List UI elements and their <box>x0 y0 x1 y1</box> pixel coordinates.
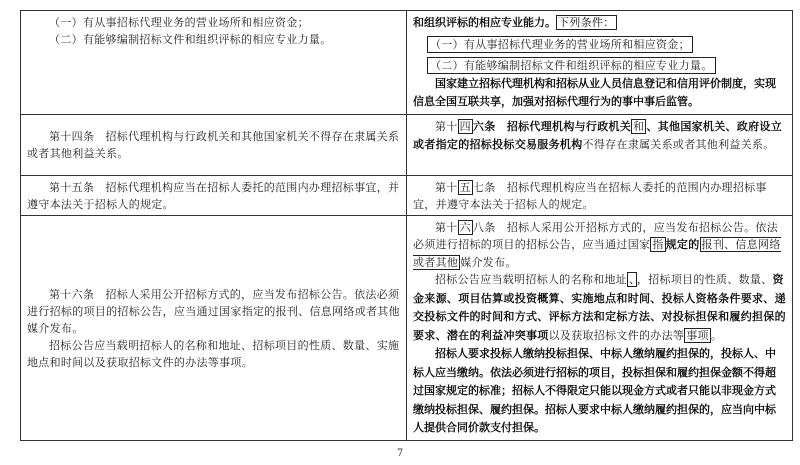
table-row <box>21 11 793 115</box>
right-bold-paragraph: 国家建立招标代理机构和招标从业人员信息登记和信用评价制度，实现信息全国互联共享，加强对招标代理行为的事中事后监管。 <box>413 76 776 108</box>
boxed-char: 六 <box>459 220 471 234</box>
left-cell <box>21 11 407 115</box>
boxed-items <box>413 33 786 75</box>
boxed-char: 、 <box>629 273 635 286</box>
article-16-right: 第十 四 六条 招标代理机构与行政机关 和 、其他国家机关、政府设立或者指定的招标投标交易服务机构不得存在隶属关系或者其他利益关系。 <box>413 119 783 151</box>
article-15-left: 第十五条 招标代理机构应当在招标人委托的范围内办理招标事宜，并遵守本法关于招标人的规定。 <box>27 180 400 211</box>
article-18-right-para3: 招标人要求投标人缴纳投标担保、中标人缴纳履约担保的，投标人、中标人应当缴纳。依法必须进行招标的项目，投标担保和履约担保金额不得超过国家规定的标准；招标人不得限定只能以现金方式或者只能以非现金方式缴纳投标担保、履约担保。招标人要求中标人缴纳履约担保的，应当向中标人提供合同价款支付担保。 <box>413 347 776 434</box>
boxed-phrase: 报刊、信息网络或者其他 <box>413 237 781 269</box>
article-18-right-para1: 第十 六 八条 招标人采用公开招标方式的，应当发布招标公告。依法必须进行招标的项目的招标公告，应当通过国家 指 规定的 报刊、信息网络或者其他 媒介发布。 <box>413 220 781 269</box>
boxed-item-2: （二）有能够编制招标文件和组织评标的相应专业力量。 <box>427 57 716 74</box>
table-row <box>21 215 793 440</box>
boxed-conditions-heading: 下列条件： <box>558 16 615 29</box>
left-item-1: （一）有从事招标代理业务的营业场所和相应资金； <box>49 16 309 29</box>
right-cell <box>407 215 793 440</box>
boxed-item-1: （一）有从事招标代理业务的营业场所和相应资金； <box>427 36 693 53</box>
right-continuation-text: 和组织评标的相应专业能力。 <box>413 16 556 29</box>
boxed-char: 事项 <box>686 328 709 342</box>
boxed-char: 和 <box>633 119 645 133</box>
article-18-right-para2: 招标公告应当载明招标人的名称和地址 、 ，招标项目的性质、数量、资金来源、项目估算或投资概算、实施地点和时间、投标人资格条件要求、递交投标文件的时间和方式、评标方法和定标方法、对投标担保和履约担保的要求、潜在的利益冲突事项以及获取招标文件的办法等 事项 。 <box>413 273 786 342</box>
article-16-left-para1: 第十六条 招标人采用公开招标方式的，应当发布招标公告。依法必须进行招标的项目的招标公告，应当通过国家指定的报刊、信息网络或者其他媒介发布。 <box>27 287 400 335</box>
page-number: 7 <box>396 448 404 459</box>
right-cell <box>407 175 793 215</box>
boxed-char: 五 <box>459 180 471 194</box>
article-14-left: 第十四条 招标代理机构与行政机关和其他国家机关不得存在隶属关系或者其他利益关系。 <box>27 129 400 160</box>
left-cell <box>21 114 407 175</box>
article-16-left-para2: 招标公告应当载明招标人的名称和地址、招标项目的性质、数量、实施地点和时间以及获取招标文件的办法等事项。 <box>27 338 400 369</box>
left-item-2: （二）有能够编制招标文件和组织评标的相应专业力量。 <box>49 33 332 46</box>
table-row <box>21 114 793 175</box>
comparison-table <box>20 10 793 441</box>
article-17-right: 第十 五 七条 招标代理机构应当在招标人委托的范围内办理招标事宜，并遵守本法关于招标人的规定。 <box>413 180 767 211</box>
boxed-char: 四 <box>459 119 471 133</box>
right-cell <box>407 11 793 115</box>
left-cell <box>21 215 407 440</box>
left-cell <box>21 175 407 215</box>
right-cell <box>407 114 793 175</box>
boxed-char: 指 <box>652 237 664 251</box>
table-row <box>21 175 793 215</box>
